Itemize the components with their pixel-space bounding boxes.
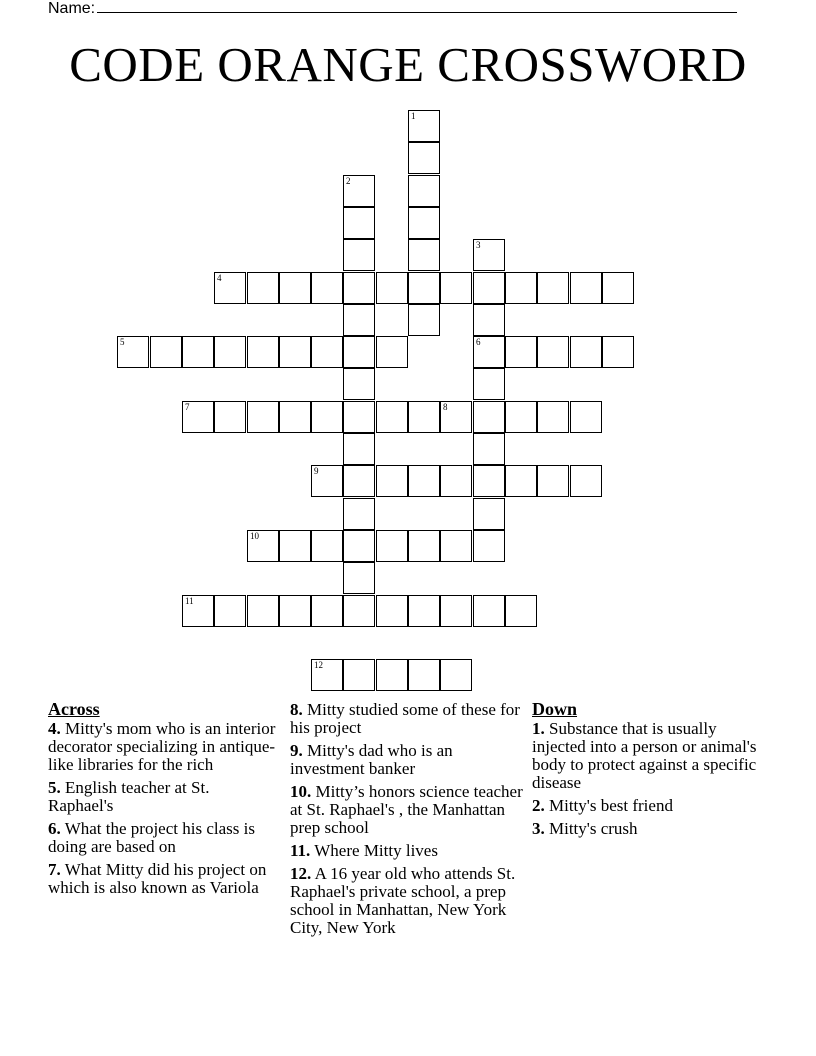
grid-cell[interactable]	[150, 336, 182, 368]
grid-cell[interactable]	[537, 272, 569, 304]
grid-cell[interactable]	[343, 465, 375, 497]
grid-cell[interactable]	[182, 401, 214, 433]
grid-cell[interactable]	[408, 175, 440, 207]
grid-cell[interactable]	[311, 272, 343, 304]
grid-cell[interactable]	[343, 368, 375, 400]
grid-cell[interactable]	[343, 562, 375, 594]
clue-number: 2	[346, 176, 351, 186]
clue-number: 11	[185, 596, 194, 606]
grid-cell[interactable]	[570, 465, 602, 497]
clue-number: 4	[217, 273, 222, 283]
grid-cell[interactable]	[376, 530, 408, 562]
grid-cell[interactable]	[505, 401, 537, 433]
grid-cell[interactable]	[440, 272, 472, 304]
down-clues-column	[532, 700, 762, 843]
grid-cell[interactable]	[343, 272, 375, 304]
grid-cell[interactable]	[408, 659, 440, 691]
grid-cell[interactable]	[473, 336, 505, 368]
clue-number: 7	[185, 402, 190, 412]
grid-cell[interactable]	[343, 498, 375, 530]
grid-cell[interactable]	[311, 530, 343, 562]
grid-cell[interactable]	[376, 465, 408, 497]
clue-number: 5	[120, 337, 125, 347]
grid-cell[interactable]	[376, 595, 408, 627]
grid-cell[interactable]	[311, 401, 343, 433]
clue-number: 6	[476, 337, 481, 347]
grid-cell[interactable]	[473, 368, 505, 400]
grid-cell[interactable]	[408, 530, 440, 562]
grid-cell[interactable]	[408, 401, 440, 433]
grid-cell[interactable]	[408, 239, 440, 271]
grid-cell[interactable]	[311, 465, 343, 497]
grid-cell[interactable]	[537, 401, 569, 433]
grid-cell[interactable]	[473, 465, 505, 497]
grid-cell[interactable]	[440, 401, 472, 433]
grid-cell[interactable]	[602, 272, 634, 304]
grid-cell[interactable]	[473, 595, 505, 627]
clue-number: 8	[443, 402, 448, 412]
clue-across-5: 5. English teacher at St. Raphael's	[48, 778, 210, 815]
clue-number: 10	[250, 531, 259, 541]
grid-cell[interactable]	[343, 336, 375, 368]
page-title: CODE ORANGE CROSSWORD	[69, 37, 747, 92]
grid-cell[interactable]	[505, 465, 537, 497]
grid-cell[interactable]	[440, 530, 472, 562]
across-heading: Across	[48, 699, 100, 719]
grid-cell[interactable]	[311, 595, 343, 627]
grid-cell[interactable]	[408, 304, 440, 336]
grid-cell[interactable]	[279, 336, 311, 368]
grid-cell[interactable]	[408, 272, 440, 304]
clue-across-11: 11. Where Mitty lives	[290, 841, 438, 860]
grid-cell[interactable]	[343, 595, 375, 627]
grid-cell[interactable]	[537, 336, 569, 368]
grid-cell[interactable]	[408, 207, 440, 239]
grid-cell[interactable]	[473, 530, 505, 562]
grid-cell[interactable]	[279, 530, 311, 562]
grid-cell[interactable]	[505, 336, 537, 368]
grid-cell[interactable]	[247, 595, 279, 627]
grid-cell[interactable]	[343, 239, 375, 271]
across-clues-column-2	[290, 701, 526, 942]
grid-cell[interactable]	[247, 336, 279, 368]
grid-cell[interactable]	[214, 272, 246, 304]
grid-cell[interactable]	[602, 336, 634, 368]
grid-cell[interactable]	[473, 401, 505, 433]
grid-cell[interactable]	[473, 304, 505, 336]
clue-number: 12	[314, 660, 323, 670]
clue-across-7: 7. What Mitty did his project on which is also known as Variola	[48, 860, 267, 897]
grid-cell[interactable]	[343, 175, 375, 207]
grid-cell[interactable]	[440, 465, 472, 497]
clue-across-10: 10. Mitty’s honors science teacher at St. Raphael's , the Manhattan prep school	[290, 782, 523, 837]
grid-cell[interactable]	[570, 401, 602, 433]
grid-cell[interactable]	[440, 595, 472, 627]
grid-cell[interactable]	[117, 336, 149, 368]
grid-cell[interactable]	[376, 272, 408, 304]
grid-cell[interactable]	[279, 595, 311, 627]
grid-cell[interactable]	[408, 142, 440, 174]
clue-across-4: 4. Mitty's mom who is an interior decorator specializing in antique-like libraries for the rich	[48, 719, 276, 774]
clue-across-6: 6. What the project his class is doing are based on	[48, 819, 255, 856]
grid-cell[interactable]	[408, 595, 440, 627]
grid-cell[interactable]	[505, 595, 537, 627]
grid-cell[interactable]	[343, 304, 375, 336]
clue-down-1: 1. Substance that is usually injected into a person or animal's body to protect against a specific disease	[532, 719, 757, 792]
grid-cell[interactable]	[343, 433, 375, 465]
clue-across-12: 12. A 16 year old who attends St. Raphael's private school, a prep school in Manhattan, New York City, New York	[290, 864, 516, 937]
grid-cell[interactable]	[182, 336, 214, 368]
grid-cell[interactable]	[247, 401, 279, 433]
down-heading: Down	[532, 699, 578, 719]
clue-number: 9	[314, 466, 319, 476]
grid-cell[interactable]	[279, 272, 311, 304]
grid-cell[interactable]	[473, 433, 505, 465]
grid-cell[interactable]	[343, 659, 375, 691]
grid-cell[interactable]	[473, 239, 505, 271]
name-label: Name:	[48, 0, 96, 17]
grid-cell[interactable]	[343, 207, 375, 239]
grid-cell[interactable]	[343, 530, 375, 562]
grid-cell[interactable]	[214, 401, 246, 433]
grid-cell[interactable]	[343, 401, 375, 433]
grid-cell[interactable]	[311, 336, 343, 368]
grid-cell[interactable]	[537, 465, 569, 497]
grid-cell[interactable]	[279, 401, 311, 433]
clue-across-8: 8. Mitty studied some of these for his project	[290, 700, 520, 737]
grid-cell[interactable]	[376, 659, 408, 691]
clue-down-2: 2. Mitty's best friend	[532, 796, 673, 815]
clue-number: 3	[476, 240, 481, 250]
grid-cell[interactable]	[247, 530, 279, 562]
grid-cell[interactable]	[182, 595, 214, 627]
grid-cell[interactable]	[473, 272, 505, 304]
grid-cell[interactable]	[408, 465, 440, 497]
grid-cell[interactable]	[214, 595, 246, 627]
clue-across-9: 9. Mitty's dad who is an investment banker	[290, 741, 453, 778]
grid-cell[interactable]	[440, 659, 472, 691]
grid-cell[interactable]	[247, 272, 279, 304]
grid-cell[interactable]	[570, 272, 602, 304]
grid-cell[interactable]	[473, 498, 505, 530]
grid-cell[interactable]	[570, 336, 602, 368]
clue-down-3: 3. Mitty's crush	[532, 819, 638, 838]
grid-cell[interactable]	[311, 659, 343, 691]
grid-cell[interactable]	[505, 272, 537, 304]
across-clues-column-1	[48, 700, 276, 902]
grid-cell[interactable]	[408, 110, 440, 142]
grid-cell[interactable]	[376, 336, 408, 368]
grid-cell[interactable]	[376, 401, 408, 433]
grid-cell[interactable]	[214, 336, 246, 368]
clue-number: 1	[411, 111, 416, 121]
